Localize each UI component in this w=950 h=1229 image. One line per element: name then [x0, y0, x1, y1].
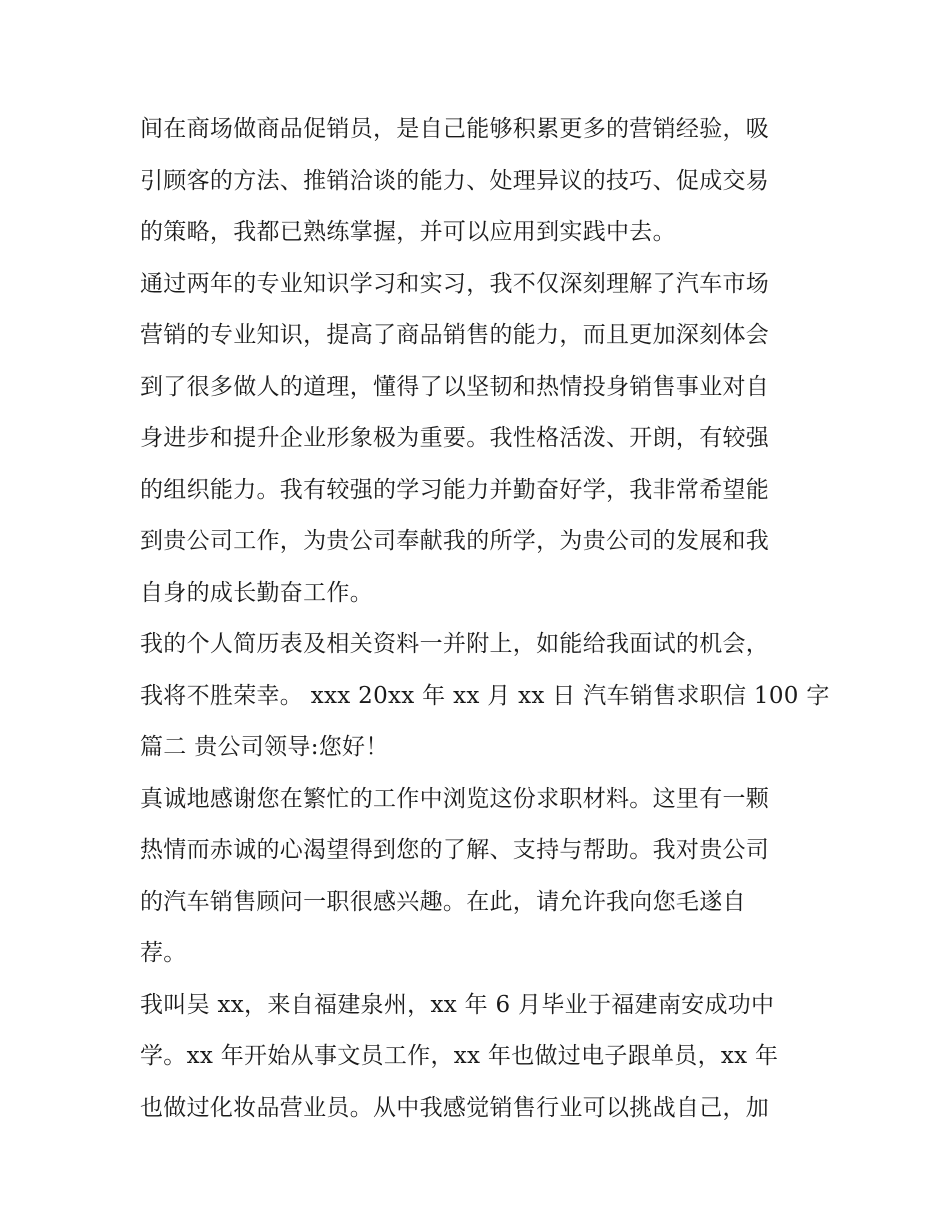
text-line-14: 真诚地感谢您在繁忙的工作中浏览这份求职材料。这里有一颗: [140, 785, 770, 812]
text-line-7: 身进步和提升企业形象极为重要。我性格活泼、开朗，有较强: [140, 425, 770, 451]
document-body: [140, 104, 830, 1134]
text-line-8: 的组织能力。我有较强的学习能力并勤奋好学，我非常希望能: [140, 476, 770, 503]
text-line-3: 的策略，我都已熟练掌握，并可以应用到实践中去。: [140, 219, 676, 245]
text-line-13: 篇二 贵公司领导:您好！: [140, 734, 389, 760]
text-line-4: 通过两年的专业知识学习和实习，我不仅深刻理解了汽车市场: [140, 270, 770, 297]
text-line-19: 学。xx 年开始从事文员工作，xx 年也做过电子跟单员，xx 年: [140, 1043, 779, 1069]
text-line-16: 的汽车销售顾问一职很感兴趣。在此，请允许我向您毛遂自: [140, 888, 746, 915]
text-line-2: 引顾客的方法、推销洽谈的能力、处理异议的技巧、促成交易: [140, 167, 770, 194]
text-line-9: 到贵公司工作，为贵公司奉献我的所学，为贵公司的发展和我: [140, 528, 770, 554]
text-line-20: 也做过化妆品营业员。从中我感觉销售行业可以挑战自己，加: [140, 1094, 770, 1121]
text-line-1: 间在商场做商品促销员，是自己能够积累更多的营销经验，吸: [140, 116, 770, 142]
text-line-15: 热情而赤诚的心渴望得到您的了解、支持与帮助。我对贵公司: [140, 837, 770, 863]
text-line-11: 我的个人简历表及相关资料一并附上，如能给我面试的机会，: [140, 631, 770, 657]
text-line-12: 我将不胜荣幸。 xxx 20xx 年 xx 月 xx 日 汽车销售求职信 100 字: [140, 682, 830, 709]
text-line-5: 营销的专业知识，提高了商品销售的能力，而且更加深刻体会: [140, 322, 770, 348]
text-line-6: 到了很多做人的道理，懂得了以坚韧和热情投身销售事业对自: [140, 373, 770, 400]
text-line-10: 自身的成长勤奋工作。: [140, 579, 373, 606]
text-line-18: 我叫吴 xx，来自福建泉州，xx 年 6 月毕业于福建南安成功中: [140, 991, 775, 1018]
text-line-17: 荐。: [140, 940, 187, 966]
